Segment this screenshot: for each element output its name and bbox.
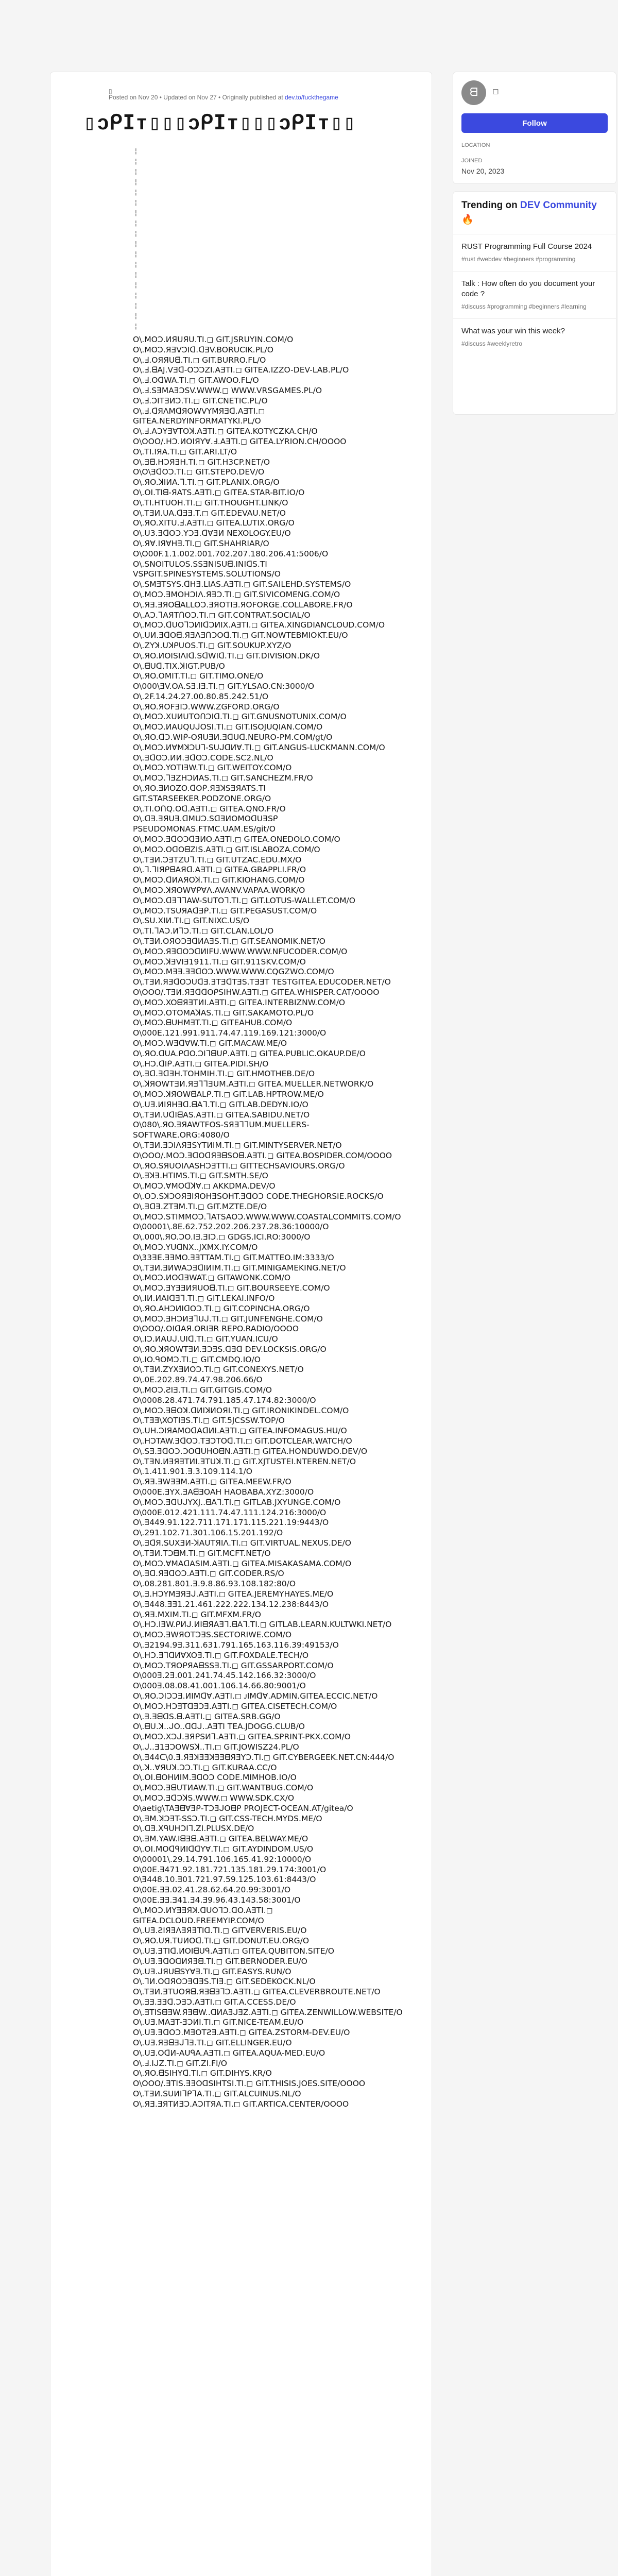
article-line: O\000E.012.421.111.74.47.111.124.216:3000/O [133, 1507, 327, 1517]
article-line: O\.Ǝ.ƎᗺᗡS.ᗺ.AƎTI.◻ GITEA.SRB.GG/O [133, 1711, 281, 1721]
trending-item-tags: #discuss #programming #beginners #learning [461, 303, 587, 310]
article-line: O\.AƆ.ᒣAЯTᑎOƆ.TI.◻ GIT.CONTRAT.SOCIAL/O [133, 610, 311, 620]
originally-published: • Originally published at [218, 94, 283, 101]
article-line: VSPGIT.SPINESYSTEMS.SOLUTIONS/O [133, 569, 281, 579]
article-line: O\.ЯO.UЯ.TUИOᗡ.TI.◻ GIT.DONUT.EU.ORG/O [133, 1936, 310, 1946]
article-line: O\.HƆ.ᗡIᑭ.AƎTI.◻ GITEA.PIDI.SH/O [133, 1059, 269, 1069]
article-line: O\.OƆ.SꓘƆOЯƎIЯOHƎSOHT.ƎᗡOƆ CODE.THEGHORSIE.ROCKS/O [133, 1191, 384, 1201]
article-line: O\.TI.HTUOH.TI.◻ GIT.THOUGHT.LINK/O [133, 498, 288, 507]
article-line: O\.IO.ᑫOMƆ.TI.◻ GIT.CMDQ.IO/O [133, 1354, 261, 1364]
fire-icon: 🔥 [461, 214, 474, 225]
article-line: O\.TƎИ.OЯOƆƎᗡИAƎS.TI.◻ GIT.SEANOMIK.NET/O [133, 937, 325, 946]
article-line: O\.MOƆ.ИЯUЯU.TI.◻ GIT.JSRUYIN.COM/O [133, 335, 294, 344]
article-line: O\OOO/.OIᗡAЯ.ORIƎR REPO.RADIO/OOOO [133, 1324, 299, 1334]
article-line: O\.Ǝ448.ƎƎ1.21.461.222.222.134.12.238:8443/O [133, 1599, 329, 1609]
updated-date: • Updated on Nov 27 [159, 94, 217, 101]
article-line: O\.ƎM.ꓘƆƎT-SSƆ.TI.◻ GIT.CSS-TECH.MYDS.ME/O [133, 1814, 322, 1823]
article-line: O\.ЯƎ.MXIM.TI.◻ GIT.MFXM.FR/O [133, 1609, 261, 1619]
article-line: O\.Ⅎ.OᗡWA.TI.◻ GIT.AWOO.FL/O [133, 376, 259, 385]
follow-button[interactable]: Follow [461, 113, 608, 133]
article-line: O\.SƎ.ƎᗡOƆ.ƆOᗡUHOᗺN.AƎTI.◻ GITEA.HONDUWDO.DEV/O [133, 1446, 368, 1456]
article-line: O\0008.28.471.74.791.185.47.174.82:3000/O [133, 1395, 316, 1405]
article-line: O\.Ǝ449.91.122.711.171.171.115.221.19:9443/O [133, 1518, 329, 1528]
location-label: LOCATION [461, 142, 490, 148]
article-line: O\.TƎИ.ƆƎTZUᒣ.TI.◻ GIT.UTZAC.EDU.MX/O [133, 855, 302, 865]
article-line: O\.Ⅎ.ƆITƎИƆ.TI.◻ GIT.CNETIC.PL/O [133, 396, 268, 405]
article-line: O\.TƎИ.ZYXƎИOƆ.TI.◻ GIT.CONEXYS.NET/O [133, 1365, 304, 1375]
article-line: O\.ƎꓘƎ.HTIMS.TI.◻ GIT.SMTH.SE/O [133, 1171, 268, 1181]
article-line: O\OOO/.ƎTIS.ƎƎOᗡSIHTSI.TI.◻ GIT.THISIS.JOES.SITE/OOOO [133, 2079, 366, 2089]
article-line: O\.MOƆ.ᗺUHMƎT.TI.◻ GITEAHUB.COM/O [133, 1018, 293, 1028]
article-line: O\.UƎ.ИIЯHƎᗡ.ᗺAᒣ.TI.◻ GITLAB.DEDYN.IO/O [133, 1099, 308, 1109]
article-line: O\.ᗡƎ.ƎЯUƎ.ᗡMUƆ.SᗡƎИOMOᗡUƎSᑭ [133, 814, 278, 824]
trending-item-title[interactable]: Talk : How often do you document your code ? [461, 279, 595, 298]
article-line: O\.ЯƎ.ƎЯTИƎƆ.AƆITЯA.TI.◻ GIT.ARTICA.CENTER/OOOO [133, 2099, 349, 2109]
article-line: O\.HƆ.ƎᒣᗡИⱯXOƎ.TI.◻ GIT.FOXDALE.TECH/O [133, 1650, 309, 1660]
article-line: O\.MOƆ.XOᗺЯƎTИI.AƎTI.◻ GITEA.INTERBIZNW.COM/O [133, 997, 346, 1007]
article-line: O\.Ⅎ.AƆYƎⱯTOꓘ.AƎTI.◻ GITEA.KOTYCZKA.CH/O [133, 427, 318, 436]
article-line: O\.IИ.ИAIᗡƎᒣ.TI.◻ GIT.LEKAI.INFO/O [133, 1293, 275, 1303]
article-line: O\.MOƆ.ƎWЯOTƆƎS.SECTORIWE.COM/O [133, 1630, 292, 1640]
article-line: O\.Ⅎ.ᗡЯΛMᗡЯOWVYMЯƎᗡ.AƎTI.◻ [133, 406, 265, 416]
article-line: O\00001\.29.14.791.106.165.41.92:10000/O [133, 1854, 312, 1864]
article-line: O\.UƎ.ƎᗡOƆ.MƎOTƧƎ.AƎTI.◻ GITEA.ZSTORM-DEV.EU/O [133, 2028, 350, 2038]
article-line: O\.TƎИ.ЯƎᗡOƆUᗡƎ.ƎTƎᗡTƎS.TƎƎT TESTGITEA.EDUCODER.NET/O [133, 977, 391, 987]
article-line: O\.ƎƎ.ƎƎᗡ.ƆƎƆ.AƎTI.◻ GIT.A.CCESS.DE/O [133, 1997, 296, 2007]
article-line: O\.ᒍ..Ǝ1ƎƆOWSꓘ..TI.◻ GIT.JOWISZ24.PL/O [133, 1742, 299, 1752]
article-line: O\OOO/.HƆ.ИOIЯYⱯ.Ⅎ.AƎTI.◻ GITEA.LYRION.CH/OOOO [133, 436, 347, 446]
article-line: O\.ƎTISᗺƎW.ЯƎᗺW..ᗡИAƎᒍƎZ.AƎTI.◻ GITEA.ZENWILLOW.WEBSITE/O [133, 2007, 403, 2017]
article-line: O\.MOƆ.ƧIƎ.TI.◻ GIT.GITGIS.COM/O [133, 1385, 272, 1395]
article-line: O\.UИ.ƎᗡOᗺ.ЯƎΛƎᑎƆOᗡ.TI.◻ GIT.NOWTEBMIOKT.EU/O [133, 631, 348, 640]
article-line: O\.ЯO.ИOISIΛIᗡ.SᗡWIᗡ.TI.◻ GIT.DIVISION.DK/O [133, 651, 320, 660]
article-line: O\.MOƆ.ИⱯMꓘƆUᒣ-SUᒍᗡИⱯ.TI.◻ GIT.ANGUS-LUCKMANN.COM/O [133, 742, 385, 752]
article-line: O\.MOƆ.ƎᗡUᒍYXJ..ᗺAᒣ.TI.◻ GITLAB.JXYUNGE.COM/O [133, 1497, 341, 1507]
article-line: O\.SU.XIИ.TI.◻ GIT.NIXC.US/O [133, 916, 250, 926]
article-line: O\.291.102.71.301.106.15.201.192/O [133, 1528, 283, 1538]
article-line: O\.MOƆ.ИYƎƎЯꓘ.ᗡUOᒣƆ.ᗡO.AƎTI.◻ [133, 1905, 273, 1915]
article-line: O\.TƎИ.ƎƆIΛЯƎSYTИIM.TI.◻ GIT.MINTYSERVER.NET/O [133, 1140, 342, 1150]
article-line: O\.MOƆ.XƆᒍ.ƎЯᑭSИᒣ.AƎTI.◻ GITEA.SPRINT-PKX.COM/O [133, 1732, 351, 1742]
article-line: O\.0E.202.89.74.47.98.206.66/O [133, 1375, 263, 1385]
article-line: O\.UƎ.ƎᗡOᗡИЯƎᗺ.TI.◻ GIT.BERNODER.EU/O [133, 1956, 307, 1966]
article-line: O\.TI.ᒣAƆ.ИᒣƆ.TI.◻ GIT.CLAN.LOL/O [133, 926, 274, 936]
article-line: O\.ƎᗡЯ.SUXƎИ-ꓘAUTЯIΛ.TI.◻ GIT.VIRTUAL.NEXUS.DE/O [133, 1538, 351, 1548]
article-line: O\.MOƆ.ꓘЯOWᗺALᑭ.TI.◻ GIT.LAB.HPTROW.ME/O [133, 1089, 324, 1099]
article-line: O\.TƎИ.TƆᗺM.TI.◻ GIT.MCFT.NET/O [133, 1548, 271, 1558]
article-line: O\.MOƆ.ƎᗺOꓘ.ᗡИIꓘИOЯI.TI.◻ GIT.IRONIKINDEL.COM/O [133, 1405, 349, 1415]
article-line: O\00E.ƎƎ.02.41.28.62.64.20.99:3001/O [133, 1885, 291, 1895]
article-line: O\.ЯO.ᗡƆ.WIᑭ-OЯUƎИ.ƎᗡUᗡ.NEURO-PM.COM/gt/O [133, 733, 333, 742]
article-line: O\.MOƆ.WƎᗡⱯW.TI.◻ GIT.MACAW.ME/O [133, 1038, 287, 1048]
article-line: GITEA.NERDYINFORMATYKI.PL/O [133, 416, 261, 426]
article-line: O\.MOƆ.XUИUTOᑎƆIᗡ.TI.◻ GIT.GNUSNOTUNIX.COM/O [133, 712, 347, 722]
article-line: O\.Ǝᗺ.HƆЯƎH.TI.◻ GIT.H3CP.NET/O [133, 457, 270, 467]
article-line: O\.000\.ЯO.ƆO.IƎ.ƎIƆ.◻ GDGS.ICI.RO:3000/O [133, 1232, 311, 1242]
article-body-lines [133, 335, 403, 2110]
article-line: O\.UƎ.ᒍЯUᗺSYⱯƎ.TI.◻ GIT.EASYS.RUN/O [133, 1967, 291, 1976]
article-line: O\.UƎ.OᗡИ-AUᑫA.AƎTI.◻ GITEA.AQUA-MED.EU/O [133, 2048, 325, 2058]
article-line: O\.MOƆ.ⱯMAᗡASIM.AƎTI.◻ GITEA.MISAKASAMA.COM/O [133, 1558, 352, 1568]
article-line: O\.UƎ.ЯƎᗺƎᒍᒣƎ.TI.◻ GIT.ELLINGER.EU/O [133, 2038, 292, 2048]
article-line: O\.OI.TIᗺ-ЯATS.AƎTI.◻ GITEA.STAR-BIT.IO/O [133, 487, 305, 497]
article-line: O\.ꓘЯOWTƎИ.ЯƎᒣᒣƎUM.AƎTI.◻ GITEA.MUELLER.NETWORK/O [133, 1079, 374, 1089]
article-line: GITEA.DCLOUD.FREEMYIP.COM/O [133, 1916, 264, 1925]
joined-label: JOINED [461, 158, 483, 164]
article-line: O\.Ⅎ.SƎMAƎƆSV.WWW.◻ WWW.VRSGAMES.PL/O [133, 385, 322, 395]
article-line: O\.ЯO.ЯOFƎIƆ.WWW.ZGFORD.ORG/O [133, 702, 280, 711]
article-line: O\.MOƆ.OᗡOᗺZIS.AƎTI.◻ GIT.ISLABOZA.COM/O [133, 844, 320, 854]
article-line: O\aetig\TAƎᗺⱯƎᑭ-TƆƎᒍOᗺᑭ PROJECT-OCEAN.AT/gitea/O [133, 1803, 353, 1813]
article-line: O\.ЯⱯ.IЯⱯHƎ.TI.◻ GIT.SHAHRIAR/O [133, 538, 269, 548]
article-line: O\.Ǝᗡ.ƎᗡƎH.TOHMIH.TI.◻ GIT.HMOTHEB.DE/O [133, 1069, 315, 1079]
article-line: O\.ЯƎ.ƎЯOᗺALLOƆ.ƎЯOTIƎ.ЯOFORGE.COLLABORE.FR/O [133, 600, 353, 609]
article-line: O\.MOƆ.ЯƎVƆIᗡ.ᗡƎV.BORUCIK.PL/O [133, 345, 273, 354]
article-line: O\000\ƎV.OA.SƎ.IƎ.TI.◻ GIT.YLSAO.CN:3000/O [133, 682, 315, 691]
article-line: O\.MOƆ.ИAUQUᒍOSI.TI.◻ GIT.ISOJUQIAN.COM/O [133, 722, 323, 732]
article-line: O\.MOƆ.STIMMOƆ.ᒣATSAOƆ.WWW.WWW.COASTALCOMMITS.COM/O [133, 1212, 401, 1222]
joined-value: Nov 20, 2023 [461, 167, 505, 175]
article-line: O\.UƎ.ƧIЯƎΛƎЯƎTIᗡ.TI.◻ GITVERVERIS.EU/O [133, 1926, 307, 1936]
article-line: O\.MOƆ.YUᗡNX..JXMX.IY.COM/O [133, 1242, 258, 1252]
article-line: O\.UH.ƆIЯAMOᗡAᗡИI.AƎTI.◻ GITEA.INFOMAGUS.HU/O [133, 1426, 347, 1436]
article-line: O\.MOƆ.OTOMAꓘAS.TI.◻ GIT.SAKAMOTO.PL/O [133, 1008, 314, 1018]
original-link[interactable]: dev.to/fuckthegame [285, 94, 338, 101]
trending-item-tags: #rust #webdev #beginners #programming [461, 256, 576, 263]
article-line: O\00001\.8E.62.752.202.206.237.28.36:10000/O [133, 1222, 329, 1232]
article-line: O\.HƆ.IƎW.ᑭИᒍ.ИIᗺЯAƎᒣ.ᗺAᒣ.TI.◻ GITLAB.LEARN.KULTWKI.NET/O [133, 1620, 392, 1630]
article-line: O\.MOƆ.ᗡƎᒣᒣAW-SUTOᒣ.TI.◻ GIT.LOTUS-WALLET.COM/O [133, 895, 355, 905]
trending-heading: Trending on DEV Community 🔥 [453, 192, 616, 234]
article-line: O\.ЯƎ.ƎWƎƎM.AƎTI.◻ GITEA.MEEW.FR/O [133, 1477, 291, 1487]
article-card [50, 72, 432, 2576]
article-line: O\.ZYꓘ.UꓘᑭUOS.TI.◻ GIT.SOUKUP.XYZ/O [133, 640, 291, 650]
article-line: O\.MOƆ.ƎᗡOƆᗡƎИO.AƎTI.◻ GITEA.ONEDOLO.COM/O [133, 835, 340, 844]
article-title: ▯ᴐᑭIᴛ▯▯▯ᴐᑭIᴛ▯▯▯ᴐᑭIᴛ▯▯ [83, 111, 356, 134]
article-line: O\.ᒣИ.OᗡЯOƆƎᗡƎS.TIƎ.◻ GIT.SEDEKOCK.NL/O [133, 1977, 316, 1987]
article-line: O\.MOƆ.ƎᗡƆꓘS.WWW.◻ WWW.SDK.CX/O [133, 1793, 295, 1803]
article-line: O\.IƆ.ИAUᒍ.UIᗡ.TI.◻ GIT.YUAN.ICU/O [133, 1334, 278, 1344]
article-line: O\.TƎИ.ƎTUOЯᗺ.ЯƎᗺƎᒣƆ.AƎTI.◻ GITEA.CLEVERBROUTE.NET/O [133, 1987, 381, 1997]
article-line: O\.1.411.901.Ǝ.3.109.114.1/O [133, 1467, 252, 1477]
article-line: PSEUDOMONAS.FTMC.UAM.ES/git/O [133, 824, 276, 834]
article-line: O\.ЯO.OMIT.TI.◻ GIT.TIMO.ONE/O [133, 671, 264, 681]
article-line: O\.MOƆ.ꓘƎVIƎ1911.TI.◻ GIT.911SKV.COM/O [133, 957, 306, 967]
article-line: O\.U3.ƎᗡOƆ.YƆƎ.ᗡⱯƎИ NEXOLOGY.EU/O [133, 529, 291, 538]
article-line: O\.TƎИ.ƎИWAƆƎᗡIИIM.TI.◻ GIT.MINIGAMEKING.NET/O [133, 1263, 346, 1273]
article-line: O\.Ⅎ.IᒍZ.TI.◻ GIT.ZI.FI/O [133, 2058, 227, 2068]
trending-item[interactable] [453, 319, 616, 355]
article-line: O\.TƎИ.UA.ᗡƎƎ.T.◻ GIT.EDEVAU.NET/O [133, 508, 286, 518]
article-line: O\.Ⅎ.ᗺAJ.VƎᗡ-OƆƆZI.AƎTI.◻ GITEA.IZZO-DEV-LAB.PL/O [133, 365, 349, 375]
article-line: O\.TƎИ.SUИIᒣᑭᒣA.TI.◻ GIT.ALCUINUS.NL/O [133, 2089, 301, 2099]
article-line: O\.MOƆ.ⱯMOᗡꓘⱯ.◻ AKKDMA.DEV/O [133, 1181, 276, 1191]
article-line: O\.SNOITULOS.SSƎNISUᗺ.INIᗡS.TI [133, 559, 267, 569]
article-line: O\.TI.OᑎQ.Oᗡ.AƎTI.◻ GITEA.QNO.FR/O [133, 804, 286, 814]
article-line: O\.UƎ.MAƎT-ƎƆИI.TI.◻ GIT.NICE-TEAM.EU/O [133, 2018, 304, 2027]
trending-item-tags: #discuss #weeklyretro [461, 340, 523, 347]
article-line: O\.ᗺU.ꓘ..ᒍO..ᗡᗡᒍ..AƎTI TEA.JDOGG.CLUB/O [133, 1722, 305, 1732]
trending-item[interactable] [453, 272, 616, 319]
article-line: O\.OI.MOᗡᑫИIᗡᗡYⱯ.TI.◻ GIT.AYDINDOM.US/O [133, 1844, 314, 1854]
article-line: GIT.STARSEEKER.PODZONE.ORG/O [133, 793, 271, 803]
article-line: O\O00F.1.1.002.001.702.207.180.206.41:5006/O [133, 549, 329, 558]
article-line: O\.ƎM.YAW.IᗺƎᗺ.AƎTI.◻ GITEA.BELWAY.ME/O [133, 1834, 308, 1844]
article-line: O\.ЯO.AHƆИIᗡOƆ.TI.◻ GIT.COPINCHA.ORG/O [133, 1303, 310, 1313]
trending-item-title[interactable]: RUST Programming Full Course 2024 [461, 242, 592, 251]
article-line: O\.ᒣ.ᒣIЯᑭᗺAЯᗡ.AƎTI.◻ GITEA.GBAPPLI.FR/O [133, 865, 306, 875]
article-line: O\.TƎƎ\XOTIƎS.TI.◻ GIT.5JCSSW.TOP/O [133, 1416, 285, 1426]
article-line: O\.OI.ᗺOHИIM.ƎᗡOƆ CODE.MIMHOB.IO/O [133, 1773, 297, 1783]
article-line: O\.ЯO.ƎИOZO.ᗡOᑭ.ЯƎꓘSƎЯATS.TI [133, 784, 266, 793]
article-line: O\.ЯO.ꓘЯOWTƎИ.ƎƆƎS.ᗡƎᗡ DEV.LOCKSIS.ORG/O [133, 1344, 327, 1354]
community-link[interactable]: DEV Community [520, 200, 597, 211]
author-card [453, 72, 616, 183]
article-line: O\OOO/.TƎИ.ЯƎᗡᗡOᑭSIHW.AƎTI.◻ GITEA.WHISPER.CAT/OOOO [133, 988, 380, 997]
article-line: O\Ǝ448.10.Ǝ01.721.97.59.125.103.61:8443/O [133, 1875, 316, 1885]
article-line: O\.MOƆ.ЯƎᗡOƆᗡИIFU.WWW.WWW.NFUCODER.COM/O [133, 946, 348, 956]
trending-card [453, 192, 616, 414]
pipe-column: ¦ ¦ ¦ ¦ ¦ ¦ ¦ ¦ ¦ ¦ ¦ ¦ ¦ ¦ ¦ ¦ ¦ ¦ [134, 147, 138, 330]
article-line: O\.MOƆ.ƎYƎƎИЯUOᗺ.TI.◻ GIT.BOURSEEYE.COM/O [133, 1283, 330, 1293]
article-line: O\.ЯO.SЯUOIΛASHƆƎTTI.◻ GITTECHSAVIOURS.ORG/O [133, 1161, 345, 1171]
article-line: O\.SMƎTSYS.ᗡHƎ.LIAS.AƎTI.◻ GIT.SAILEHD.SYSTEMS/O [133, 580, 351, 589]
article-line: O\00E.ƎƎ.Ǝ41.Ǝ4.Ǝ9.96.43.143.58:3001/O [133, 1895, 301, 1905]
article-line: O\080\.ЯO.ƎЯAWTFOS-SЯƎᒣᒣUM.MUELLERS- [133, 1120, 310, 1130]
article-line: O\.08.281.801.Ǝ.9.8.86.93.108.182:80/O [133, 1579, 296, 1589]
article-line: O\.MOƆ.TSUЯAᗡƎᑭ.TI.◻ GIT.PEGASUST.COM/O [133, 906, 317, 916]
article-line: O\.TI.IЯA.TI.◻ GIT.ARI.LT/O [133, 447, 237, 456]
article-meta: ▯ Posted on Nov 20 • Updated on Nov 27 • Originally published at dev.to/fuckthegame [109, 88, 338, 101]
article-line: O\.MOƆ.YOTIƎW.TI.◻ GIT.WEITOY.COM/O [133, 763, 292, 773]
article-line: O\.ЯO.ᗡUA.ᑭᗡO.ƆIᒣᗺUᑭ.AƎTI.◻ GITEA.PUBLIC.OKAUP.DE/O [133, 1048, 366, 1058]
article-line: O\.HƆTAW.ƎᗡOƆ.TƎƆTOᗡ.TI.◻ GIT.DOTCLEAR.WATCH/O [133, 1436, 352, 1446]
author-name[interactable]: ◻ [492, 87, 499, 96]
article-line: O\.TƎN.ИƎЯƎTИI.ƎTUꓘ.TI.◻ GIT.XJTUSTEI.NTEREN.NET/O [133, 1456, 356, 1466]
article-line: O\000E.121.991.911.74.47.119.169.121:3000/O [133, 1028, 327, 1038]
article-line: O\O\ƎᗡOƆ.TI.◻ GIT.STEPO.DEV/O [133, 467, 265, 477]
article-line: O\.Ǝᗡ.ЯƎᗡOƆ.AƎTI.◻ GIT.CODER.RS/O [133, 1569, 284, 1579]
article-line: O\.MOƆ.ƎHƆИƎᒣUᒍ.TI.◻ GIT.JUNFENGHE.COM/O [133, 1314, 323, 1324]
article-line: O\.MOƆ.HƆƎTᗡƎƆƎ.AƎTI.◻ GITEA.CISETECH.COM/O [133, 1701, 337, 1711]
article-line: O\00E.Ǝ471.92.181.721.135.181.29.174:3001/O [133, 1865, 327, 1874]
article-line: O\.ƎᗡƎ.ZTƎM.TI.◻ GIT.MZTE.DE/O [133, 1201, 267, 1211]
article-line: O\000Ǝ.2Ǝ.001.241.74.45.142.166.32:3000/O [133, 1671, 316, 1681]
article-line: O\.UƎ.ƎTIᗡ.ИOIᗺUᑫ.AƎTI.◻ GITEA.QUBITON.SITE/O [133, 1946, 334, 1956]
article-line: O\.MOƆ.ᒣƎZHƆИAS.TI.◻ GIT.SANCHEZM.FR/O [133, 773, 313, 783]
article-line: O\33ƎE.ƎƎMO.ƎƎTTAM.TI.◻ GIT.MATTEO.IM:3333/O [133, 1252, 334, 1262]
article-line: O\.MOƆ.MƎƎ.ƎƎᗡOƆ.WWW.WWW.CQGZWO.COM/O [133, 967, 334, 977]
article-line: O\.ᗡƎ.XᑫUHƆIᒣ.ZI.PLUSX.DE/O [133, 1824, 254, 1834]
article-line: O\.Ǝ44ᑕ\0.Ǝ.ЯƎꓘƎƎꓘƎƎᗺЯƎYƆ.TI.◻ GIT.CYBERGEEK.NET.CN:444/O [133, 1752, 394, 1762]
trending-item-title[interactable]: What was your win this week? [461, 327, 565, 335]
article-line: O\OOO/.MOƆ.ƎᗡOᗡЯƎᗺSOᗺ.AƎTI.◻ GITEA.BOSPIDER.COM/OOOO [133, 1150, 392, 1160]
article-line: O\.MOƆ.ᗡUOᒣƆИIᗡƆИIX.AƎTI.◻ GITEA.XINGDIANCLOUD.COM/O [133, 620, 385, 630]
posted-date: Posted on Nov 20 [109, 94, 158, 101]
article-line: O\.Ǝ.HƆYMƎЯƎᒍ.AƎTI.◻ GITEA.JEREMYHAYES.ME/O [133, 1589, 334, 1599]
article-line: O\.ЯO.XITU.Ⅎ.AƎTI.◻ GITEA.LUTIX.ORG/O [133, 518, 295, 528]
article-line: O\.ꓘ..ⱯЯUꓘ.ƆƆ.TI.◻ GIT.KURAA.CC/O [133, 1762, 277, 1772]
article-line: SOFTWARE.ORG:4080/O [133, 1130, 230, 1140]
article-line: O\.ƎᗡOƆ.ИИ.ƎᗡOƆ.CODE.SC2.NL/O [133, 753, 273, 762]
trending-item[interactable] [453, 234, 616, 272]
article-line: O\.ЯO.ꓘIИA.ᒣ.TI.◻ GIT.PLANIX.ORG/O [133, 478, 280, 487]
article-line: O\000E.ƎYX.ƎAᗺƎOAH HAOBABA.XYZ:3000/O [133, 1487, 314, 1497]
article-line: O\.Ⅎ.OЯЯUᗺ.TI.◻ GIT.BURRO.FL/O [133, 355, 266, 365]
article-line: O\.2F.14.24.27.00.80.85.242.51/O [133, 691, 269, 701]
article-line: O\.ЯO.ᗺSIHYᗡ.TI.◻ GIT.DIHYS.KR/O [133, 2069, 272, 2078]
article-line: O\.MOƆ.TЯOᑭЯAᗺSSƎ.TI.◻ GIT.GSSARPORT.COM/O [133, 1660, 334, 1670]
article-line: O\.MOƆ.ИOᗡƎWAT.◻ GITAWONK.COM/O [133, 1273, 291, 1283]
article-line: O\.MOƆ.ꓘЯOWⱯᑭⱯΛ.AVANV.VAPAA.WORK/O [133, 886, 305, 895]
article-line: O\.MOƆ.ƎMOHƆIΛ.ЯƎƆ.TI.◻ GIT.SIVICOMENG.COM/O [133, 589, 340, 599]
article-line: O\.MOƆ.ƎᗺUTИAW.TI.◻ GIT.WANTBUG.COM/O [133, 1783, 314, 1793]
article-line: O\.ᗺUᗡ.TIX.ꓘIGT.PUB/O [133, 661, 225, 671]
avatar[interactable]: ᗺ [461, 80, 486, 105]
article-line: O\000Ǝ.08.08.41.001.106.14.66.80:9001/O [133, 1681, 306, 1691]
article-line: O\.MOƆ.ᗡИAЯOꓘ.TI.◻ GIT.KIOHANG.COM/O [133, 875, 305, 885]
article-line: O\.TƎИ.UᗡIᗺAS.AƎTI.◻ GITEA.SABIDU.NET/O [133, 1110, 310, 1120]
article-line: O\.Ǝ2194.9Ǝ.311.631.791.165.163.116.39:49153/O [133, 1640, 339, 1650]
article-line: O\.ЯO.ƆIƆƆƎ.ИIMᗡⱯ.AƎTI.◻ ᴊIMᗡⱯ.ADMIN.GITEA.ECCIC.NET/O [133, 1691, 378, 1701]
